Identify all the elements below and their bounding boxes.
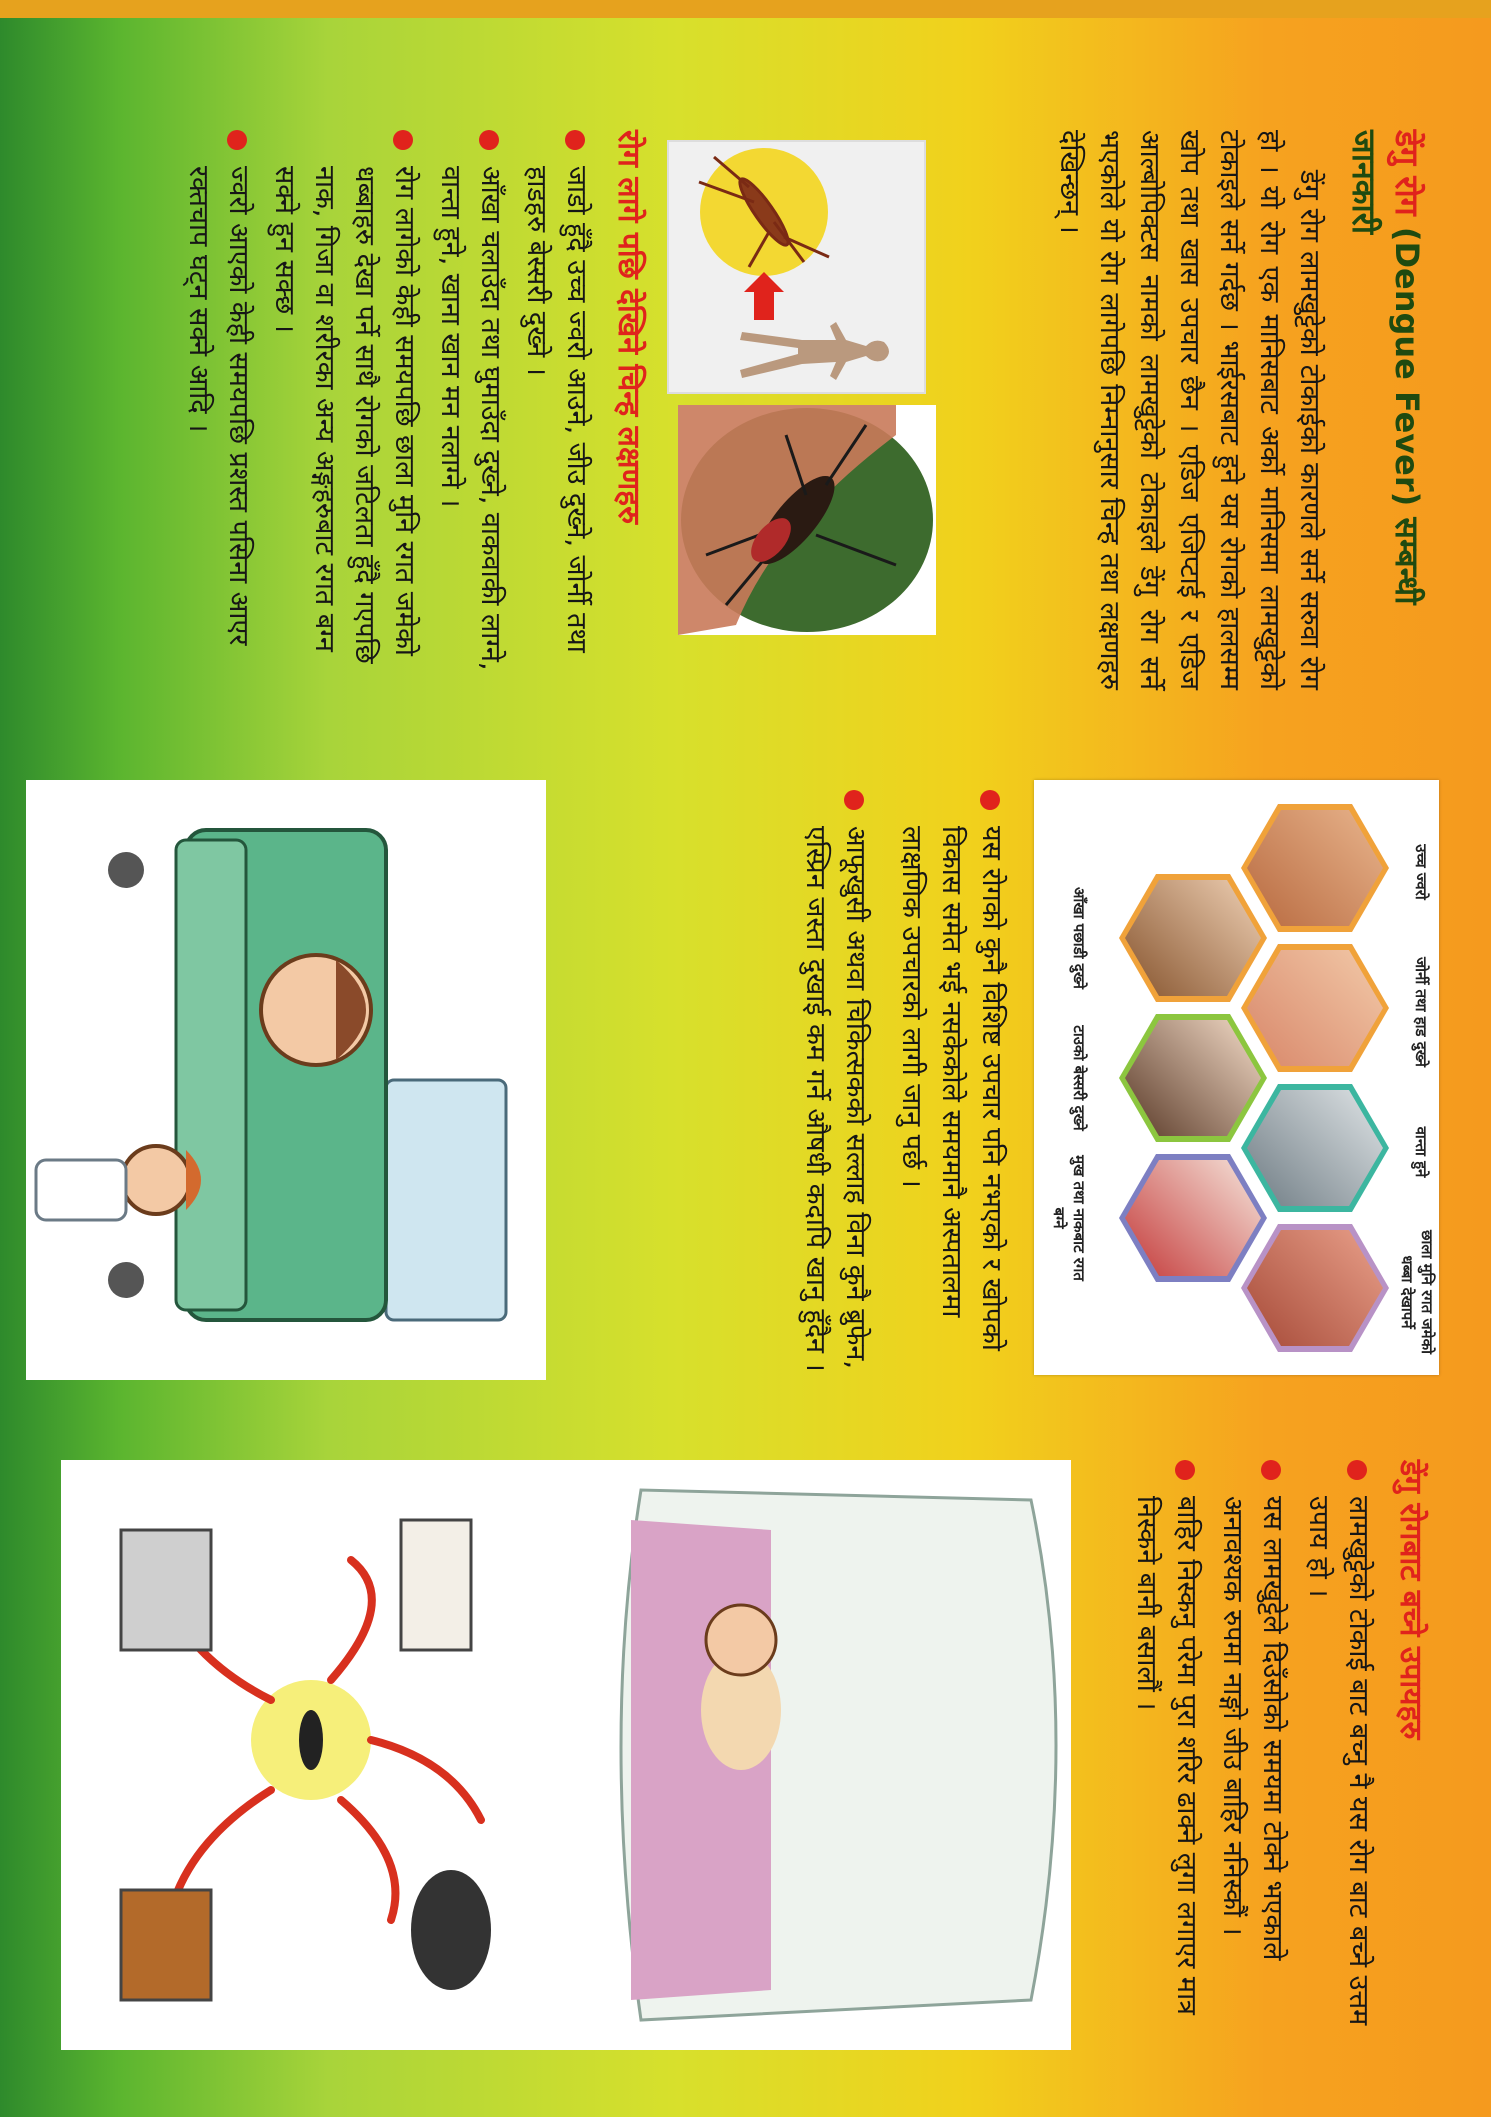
hex-label: आँखा पछाडी दुख्ने [1070,887,1088,989]
mosquito-to-human-illustration [667,140,926,394]
treatment-item: आफूखुसी अथवा चिकित्सकको सल्लाह विना कुनै ब्रुफेन, एस्प्रिन जस्ता दुखाई कम गर्ने औषधी कदापि खानु हुँदैन । [795,790,875,1380]
hex-label: मुख तथा नाकबाट रगत बग्ने [1050,1155,1088,1281]
patient-doctor-illustration [26,780,546,1380]
symptom-item: रोग लागेको केही समयपछि छाला मुनि रगत जमेको धब्बाहरु देखा पर्ने साथै रोगको जटिलता हुँदै गएपछि नाक, गिजा वा शरीरका अन्य अङ्गहरुबाट रगत बग्न सक्ने हुन सक्छ । [264,130,424,705]
hex-label: जोर्नी तथा हाड दुख्ने [1412,957,1430,1067]
bullet-icon [980,790,1000,810]
treatment-panel [0,755,1491,1405]
nose-bleed-symptom-image [1119,1154,1267,1282]
hex-label: वान्ता हुने [1412,1126,1430,1178]
headache-symptom-image [1119,1014,1267,1142]
bullet-icon [1175,1460,1195,1480]
prevention-title: डेंगु रोगबाट बच्ने उपायहरु [1393,1460,1428,1740]
bullet-icon [1261,1460,1281,1480]
bullet-icon [565,130,585,150]
hexagon-row-bottom [1119,874,1267,1282]
symptoms-title: रोग लागे पछि देखिने चिन्ह लक्षणहरु [611,130,646,525]
hex-label: छाला मुनि रगत जमेको धब्बा देखापर्ने [1398,1230,1436,1354]
symptom-item: आँखा चलाउँदा तथा घुमाउँदा दुख्ने, वाकवाकी लाग्ने, वान्ता हुने, खाना खान मन नलाग्ने । [430,130,510,705]
dengue-intro-text: डेंगु रोग लामखुट्टेको टोकाईको कारणले सर्ने सरुवा रोग हो । यो रोग एक मानिसबाट अर्को मानिसमा लामखुट्टेको टोकाइले सर्ने गर्दछ । भाईरसबाट हुने यस रोगको हालसम्म खोप तथा खास उपचार छैन । एडिज एजिप्टाई र एडिज आल्बोपिक्टस नामको लामखुट्टेको टोकाइले डेंगु रोग सर्ने भएकोले यो रोग लागेपछि निम्नानुसार चिन्ह तथा लक्षणहरु देखिन्छन् । [1054,130,1325,690]
prevention-item: लामखुट्टेको टोकाई बाट बच्नु नै यस रोग बाट बच्ने उत्तम उपाय हो । [1298,1460,1378,2060]
mosquito-biting-skin-photo [678,405,936,635]
prevention-item: यस लामखुट्टेले दिउँसोको समयमा टोक्ने भएकाले अनावश्यक रुपमा नाङ्गो जीउ बाहिर ननिस्कौं । [1212,1460,1292,2060]
symptom-item: ज्वरो आएको केही समयपछि प्रशस्त पसिना आएर रक्तचाप घट्न सक्ने आदि । [178,130,258,705]
prevention-item: बाहिर निस्कनु परेमा पुरा शरिर ढाक्ने लुगा लगाएर मात्र निस्कने बानी बसालौं । [1126,1460,1206,2060]
bullet-icon [1347,1460,1367,1480]
hex-label: उच्च ज्वरो [1412,844,1430,900]
bullet-icon [479,130,499,150]
symptom-item: जाडो हुँदै उच्च ज्वरो आउने, जीउ दुख्ने, जोर्नी तथा हाडहरु बेस्सरी दुख्ने । [516,130,596,705]
bullet-icon [393,130,413,150]
prevention-panel [0,1430,1491,2070]
eye-pain-symptom-image [1119,874,1267,1002]
hex-label: टाउको बेस्सरी दुख्ने [1070,1025,1088,1131]
dengue-info-title: डेंगु रोग (Dengue Fever) सम्बन्धी जानकारी [1345,130,1426,605]
treatment-item: यस रोगको कुनै विशिष्ट उपचार पनि नभएको र खोपको विकास समेत भई नसकेकोले समयमानै अस्पतालमा लाक्षणिक उपचारको लागी जानु पर्छ । [891,790,1011,1380]
dengue-info-panel [0,60,1491,700]
bullet-icon [844,790,864,810]
symptoms-hexagon-chart [1034,780,1439,1375]
prevention-illustration [61,1460,1071,2050]
bullet-icon [227,130,247,150]
